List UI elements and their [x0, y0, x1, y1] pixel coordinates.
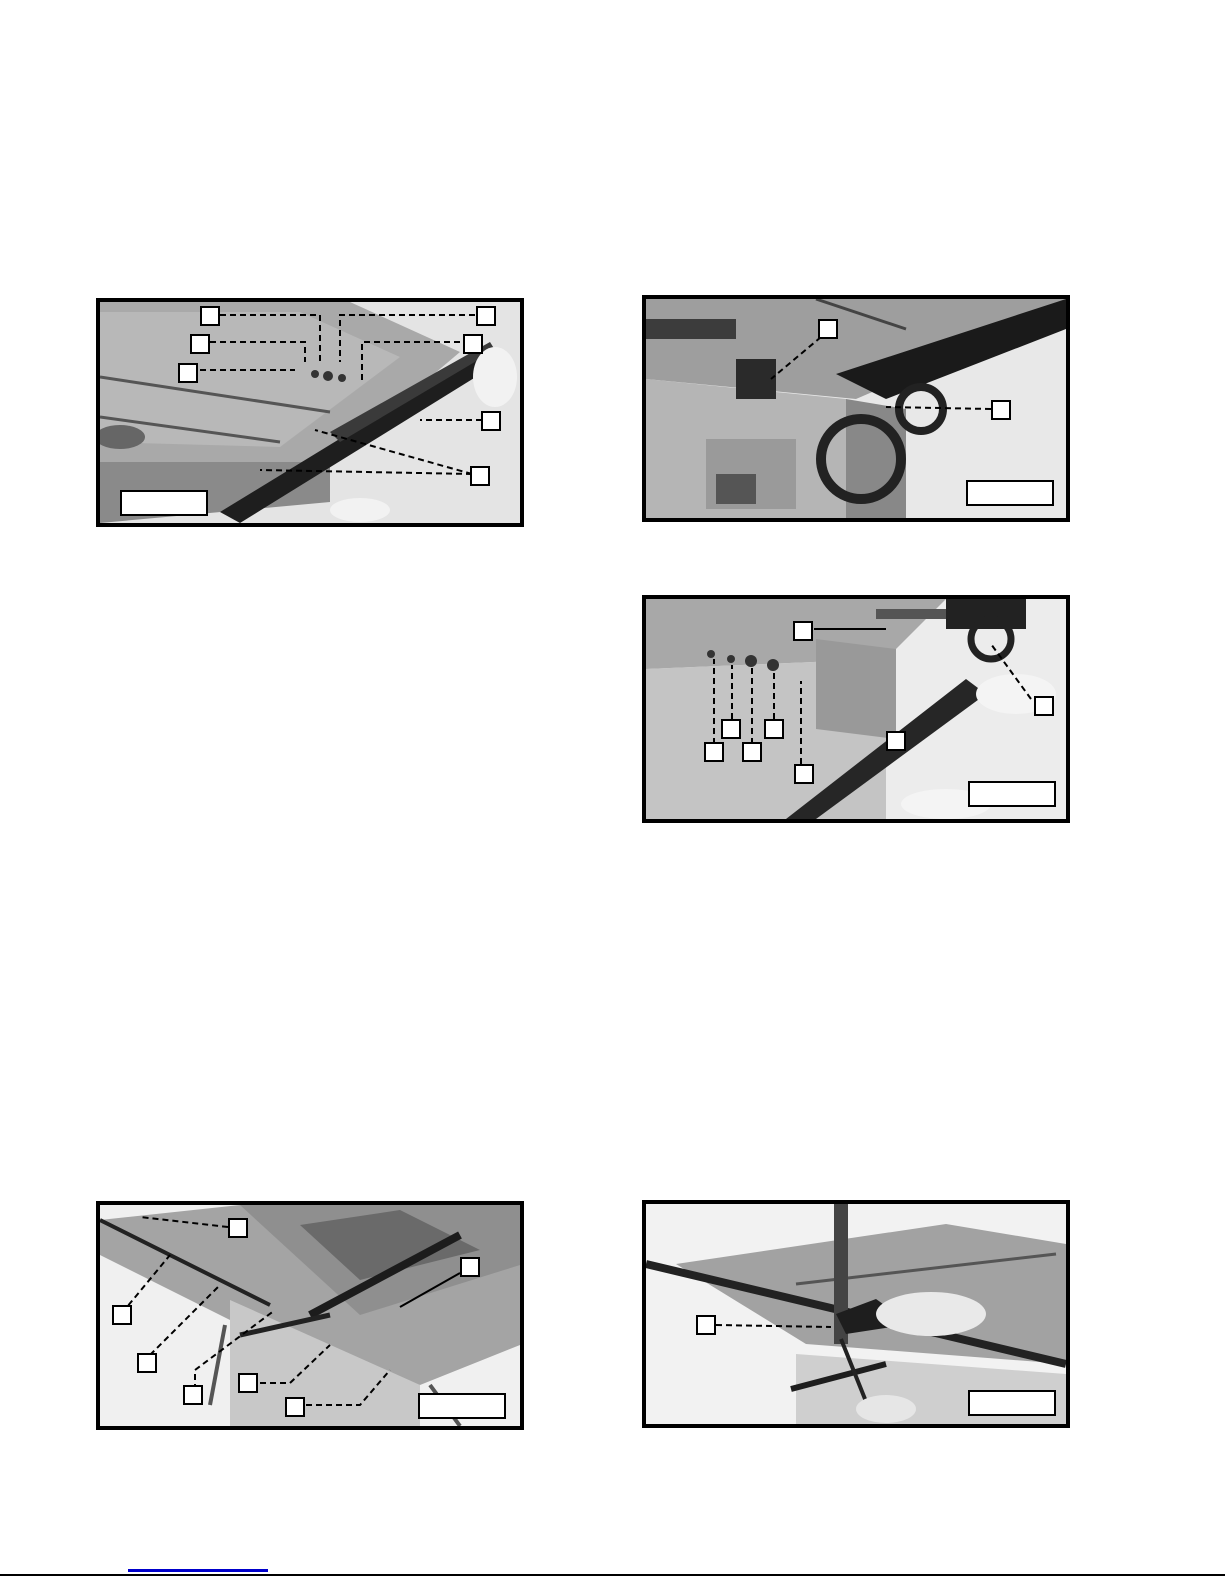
callout-label [200, 306, 220, 326]
callout-label [470, 466, 490, 486]
callout-label [886, 731, 906, 751]
callout-label [991, 400, 1011, 420]
footer-rule [0, 1574, 1225, 1576]
callout-label [178, 363, 198, 383]
callout-label [794, 764, 814, 784]
callout-label [137, 1353, 157, 1373]
figure-caption-box [120, 490, 208, 516]
callout-label [742, 742, 762, 762]
figure-extension-wing-rails [96, 1201, 524, 1430]
figure-square-check [642, 1200, 1070, 1428]
callout-label [696, 1315, 716, 1335]
callout-label [704, 742, 724, 762]
callout-label [285, 1397, 305, 1417]
callout-label [1034, 696, 1054, 716]
figure-rear-rail-mounting [642, 595, 1070, 823]
figure-caption-box [966, 480, 1054, 506]
figure-rail-end-cap [642, 295, 1070, 522]
callout-label [190, 334, 210, 354]
callout-label [238, 1373, 258, 1393]
callout-label [764, 719, 784, 739]
callout-label [112, 1305, 132, 1325]
callout-label [183, 1385, 203, 1405]
callout-label [793, 621, 813, 641]
callout-label [460, 1257, 480, 1277]
callout-label [228, 1218, 248, 1238]
callout-label [721, 719, 741, 739]
callout-label [481, 411, 501, 431]
callout-label [476, 306, 496, 326]
figure-caption-box [418, 1393, 506, 1419]
callout-label [463, 334, 483, 354]
figure-front-rail-mounting [96, 298, 524, 527]
footer-link[interactable] [128, 1569, 268, 1572]
figure-caption-box [968, 781, 1056, 807]
callout-label [818, 319, 838, 339]
figure-caption-box [968, 1390, 1056, 1416]
